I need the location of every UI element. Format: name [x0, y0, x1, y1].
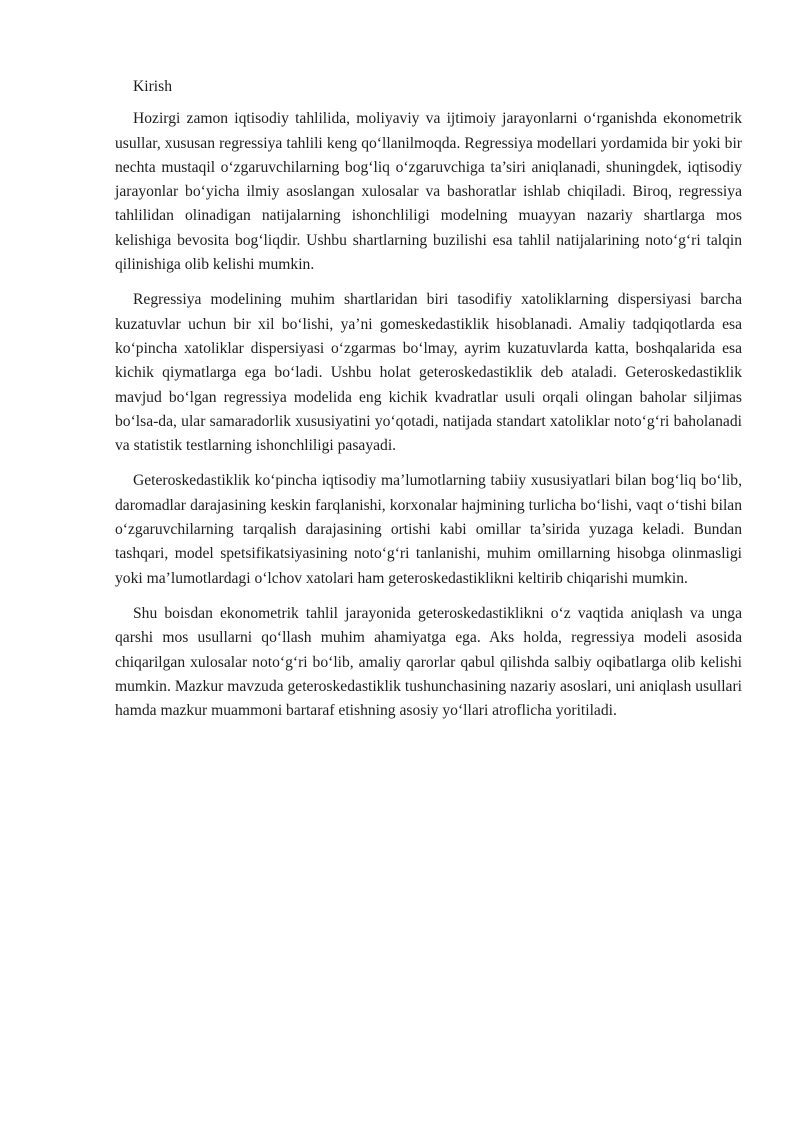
- paragraph-2: Regressiya modelining muhim shartlaridan biri tasodifiy xatoliklarning dispersiyasi barcha kuzatuvlar uchun bir xil bo‘lishi, ya’ni gomeskedastiklik hisoblanadi. Amaliy tadqiqotlarda esa ko‘pincha xatoliklar dispersiyasi o‘zgarmas bo‘lmay, ayrim kuzatuvlarda katta, boshqalarida esa kichik qiymatlarga ega bo‘ladi. Ushbu holat geteroskedastiklik deb ataladi. Geteroskedastiklik mavjud bo‘lgan regressiya modelida eng kichik kvadratlar usuli orqali olingan baholar siljimas bo‘lsa-da, ular samaradorlik xususiyatini yo‘qotadi, natijada standart xatoliklar noto‘g‘ri baholanadi va statistik testlarning ishonchliligi pasayadi.: [115, 291, 742, 455]
- paragraph-4: Shu boisdan ekonometrik tahlil jarayonida geteroskedastiklikni o‘z vaqtida aniqlash va unga qarshi mos usullarni qo‘llash muhim ahamiyatga ega. Aks holda, regressiya modeli asosida chiqarilgan xulosalar noto‘g‘ri bo‘lib, amaliy qarorlar qabul qilishda salbiy oqibatlarga olib kelishi mumkin. Mazkur mavzuda geteroskedastiklik tushunchasining nazariy asoslari, uni aniqlash usullari hamda mazkur muammoni bartaraf etishning asosiy yo‘llari atroflicha yoritiladi.: [115, 604, 742, 720]
- document-body: [115, 75, 742, 734]
- paragraph-3: Geteroskedastiklik ko‘pincha iqtisodiy ma’lumotlarning tabiiy xususiyatlari bilan bog‘liq bo‘lib, daromadlar darajasining keskin farqlanishi, korxonalar hajmining turlicha bo‘lishi, vaqt o‘tishi bilan o‘zgaruvchilarning tarqalish darajasining ortishi kabi omillar ta’sirida yuzaga keladi. Bundan tashqari, model spetsifikatsiyasining noto‘g‘ri tanlanishi, muhim omillarning hisobga olinmasligi yoki ma’lumotlardagi o‘lchov xatolari ham geteroskedastiklikni keltirib chiqarishi mumkin.: [115, 472, 742, 587]
- section-heading: Kirish: [133, 78, 172, 95]
- paragraph-1: Hozirgi zamon iqtisodiy tahlilida, moliyaviy va ijtimoiy jarayonlarni o‘rganishda ekonometrik usullar, xususan regressiya tahlili keng qo‘llanilmoqda. Regressiya modellari yordamida bir yoki bir nechta mustaqil o‘zgaruvchilarning bog‘liq o‘zgaruvchiga ta’siri aniqlanadi, shuningdek, iqtisodiy jarayonlar bo‘yicha ilmiy asoslangan xulosalar va bashoratlar ishlab chiqiladi. Biroq, regressiya tahlilidan olinadigan natijalarning ishonchliligi modelning muayyan nazariy shartlarga mos kelishiga bevosita bog‘liqdir. Ushbu shartlarning buzilishi esa tahlil natijalarining noto‘g‘ri talqin qilinishiga olib kelishi mumkin.: [115, 110, 742, 274]
